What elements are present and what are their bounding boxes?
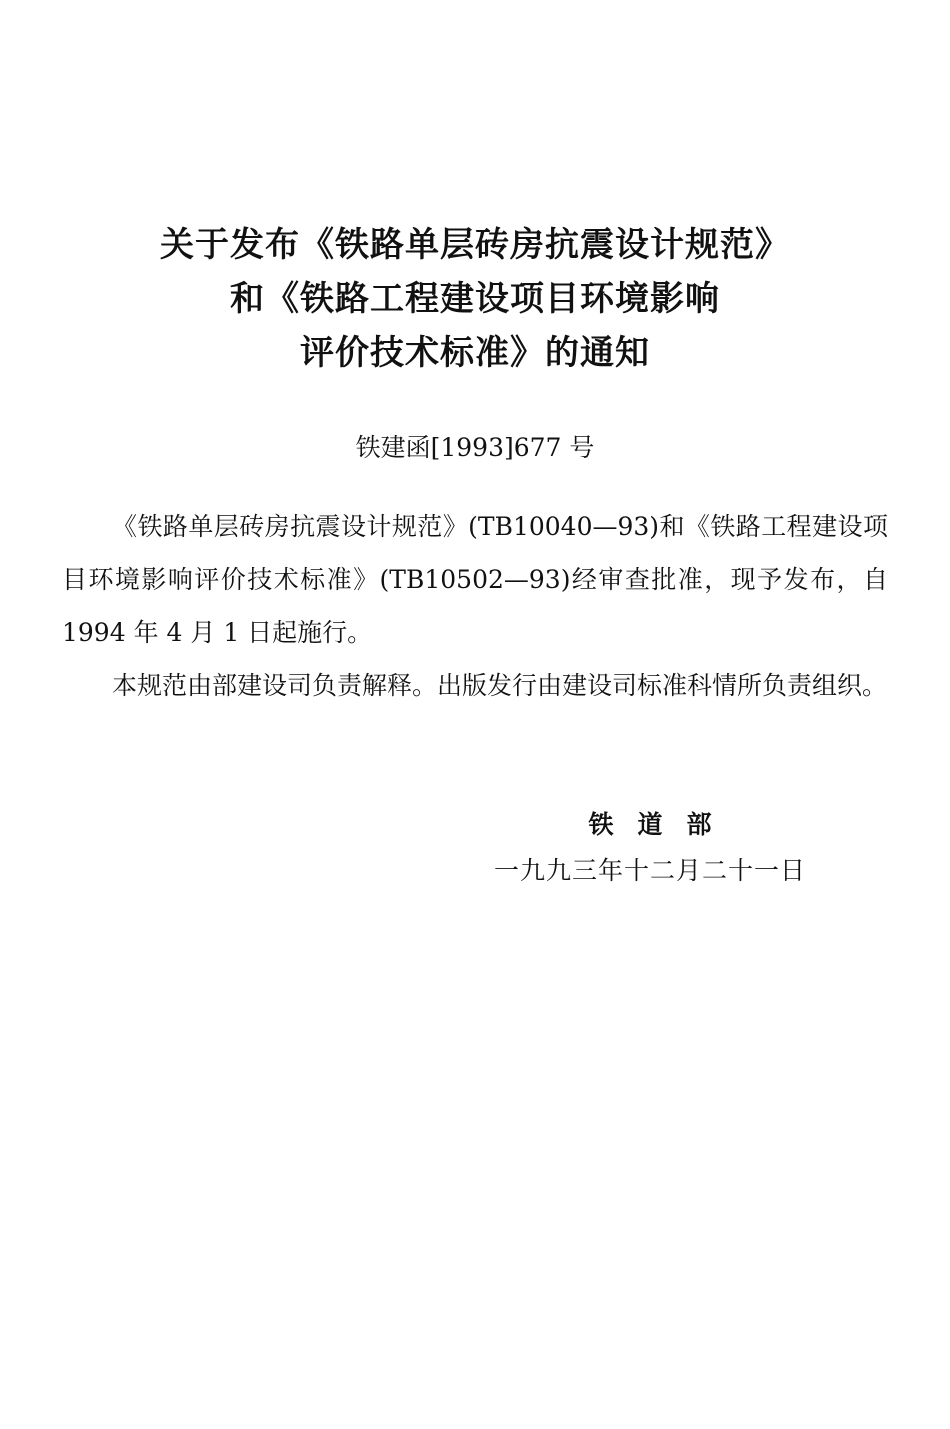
title-line-1: 关于发布《铁路单层砖房抗震设计规范》	[160, 225, 790, 265]
document-number: 铁建函[1993]677 号	[355, 433, 595, 462]
notice-title	[60, 218, 890, 380]
signature-block	[470, 802, 830, 894]
title-line-2: 和《铁路工程建设项目环境影响	[230, 279, 720, 319]
issue-date: 一九九三年十二月二十一日	[493, 856, 806, 885]
title-line-3: 评价技术标准》的通知	[300, 333, 650, 373]
notice-body	[62, 500, 888, 712]
issuer-name: 铁道部	[588, 810, 736, 839]
body-paragraph-2: 本规范由部建设司负责解释。出版发行由建设司标准科情所负责组织。	[112, 671, 888, 700]
body-paragraph-1: 《铁路单层砖房抗震设计规范》(TB10040—93)和《铁路工程建设项目环境影响评价技术标准》(TB10502—93)经审查批准，现予发布，自 1994 年 4 月 1 日起施行。	[62, 512, 888, 647]
